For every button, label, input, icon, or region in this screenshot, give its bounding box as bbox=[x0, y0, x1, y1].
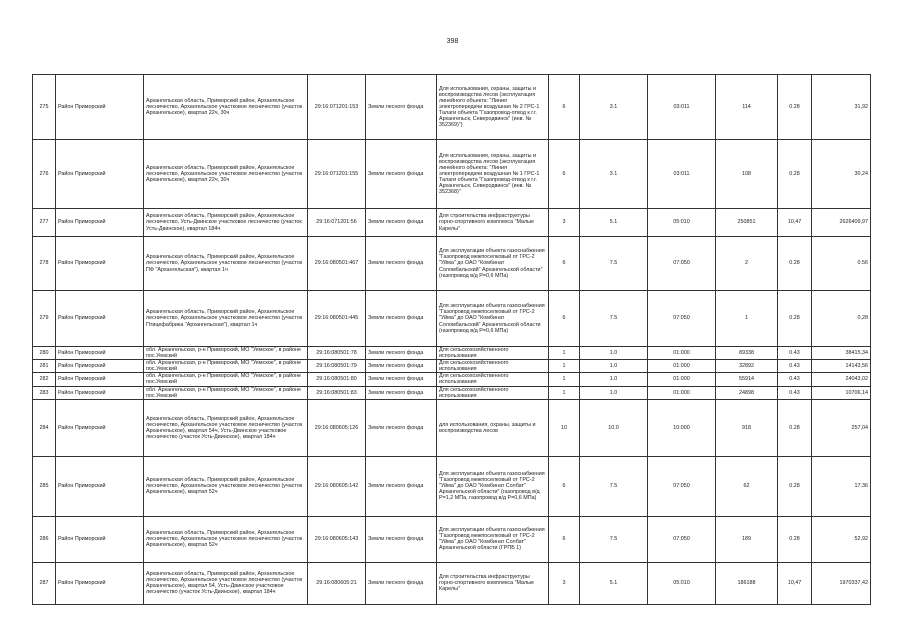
amount-cell: 31,92 bbox=[812, 75, 871, 140]
use-code-cell: 01:000 bbox=[648, 373, 716, 386]
cadastral-number-cell: 29:16:080501:445 bbox=[308, 291, 366, 347]
area-cell: 62 bbox=[716, 456, 778, 516]
land-category-cell: Земли лесного фонда bbox=[366, 386, 437, 399]
district-cell: Район Приморский bbox=[56, 562, 144, 604]
coefficient-1-cell: 6 bbox=[549, 140, 580, 209]
area-cell: 250851 bbox=[716, 209, 778, 237]
address-cell: обл. Архангельская, р-н Приморский, МО "Уемское", в районе пос.Уемский bbox=[144, 347, 308, 360]
page-number: 398 bbox=[446, 38, 459, 45]
district-cell: Район Приморский bbox=[56, 347, 144, 360]
area-cell: 2 bbox=[716, 237, 778, 291]
land-category-cell: Земли лесного фонда bbox=[366, 516, 437, 562]
address-cell: обл. Архангельская, р-н Приморский, МО "Уемское", в районе пос.Уемский bbox=[144, 373, 308, 386]
cadastral-number-cell: 29:16:080605:142 bbox=[308, 456, 366, 516]
use-code-cell: 07:050 bbox=[648, 237, 716, 291]
table-row bbox=[33, 373, 871, 386]
area-cell: 189 bbox=[716, 516, 778, 562]
row-number: 282 bbox=[33, 373, 56, 386]
address-cell: Архангельская область, Приморский район, Архангельское лесничество, Архангельское участковое лесничество (участок Птицефабрика "Архангельская"), квартал 1ч bbox=[144, 291, 308, 347]
area-cell: 55914 bbox=[716, 373, 778, 386]
area-cell: 186188 bbox=[716, 562, 778, 604]
district-cell: Район Приморский bbox=[56, 209, 144, 237]
rate-cell: 0.28 bbox=[778, 399, 812, 456]
row-number: 279 bbox=[33, 291, 56, 347]
row-number: 286 bbox=[33, 516, 56, 562]
amount-cell: 17.36 bbox=[812, 456, 871, 516]
permitted-use-cell: Для сельскохозяйственного использования bbox=[437, 373, 549, 386]
district-cell: Район Приморский bbox=[56, 291, 144, 347]
land-category-cell: Земли лесного фонда bbox=[366, 291, 437, 347]
use-code-cell: 05:010 bbox=[648, 562, 716, 604]
table-row bbox=[33, 140, 871, 209]
rate-cell: 0.28 bbox=[778, 75, 812, 140]
land-category-cell: Земли лесного фонда bbox=[366, 237, 437, 291]
coefficient-2-cell: 7.5 bbox=[580, 291, 648, 347]
table-row bbox=[33, 347, 871, 360]
cadastral-number-cell: 29:16:071201:153 bbox=[308, 75, 366, 140]
coefficient-1-cell: 6 bbox=[549, 516, 580, 562]
table-row bbox=[33, 291, 871, 347]
row-number: 277 bbox=[33, 209, 56, 237]
coefficient-1-cell: 1 bbox=[549, 347, 580, 360]
coefficient-2-cell: 5.1 bbox=[580, 562, 648, 604]
area-cell: 24898 bbox=[716, 386, 778, 399]
address-cell: Архангельская область, Приморский район, Архангельское лесничество, Архангельское участковое лесничество (участок Архангельское), квартал 54, Усть-Двинское участковое лесничество (участок Усть-Двинское), квартал 184ч bbox=[144, 562, 308, 604]
address-cell: обл. Архангельская, р-н Приморский, МО "Уемское", в районе пос.Уемский bbox=[144, 360, 308, 373]
permitted-use-cell: Для сельскохозяйственного использования bbox=[437, 347, 549, 360]
cadastral-number-cell: 29:16:080501:80 bbox=[308, 373, 366, 386]
use-code-cell: 07:050 bbox=[648, 516, 716, 562]
area-cell: 108 bbox=[716, 140, 778, 209]
table-row bbox=[33, 516, 871, 562]
district-cell: Район Приморский bbox=[56, 399, 144, 456]
district-cell: Район Приморский bbox=[56, 456, 144, 516]
address-cell: Архангельская область, Приморский район, Архангельское лесничество, Архангельское участковое лесничество (участок Архангельское), квартал 52ч bbox=[144, 456, 308, 516]
coefficient-2-cell: 1.0 bbox=[580, 373, 648, 386]
coefficient-1-cell: 1 bbox=[549, 373, 580, 386]
table-row bbox=[33, 360, 871, 373]
area-cell: 114 bbox=[716, 75, 778, 140]
amount-cell: 38415,34 bbox=[812, 347, 871, 360]
address-cell: обл. Архангельская, р-н Приморский, МО "Уемское", в районе пос.Уемский bbox=[144, 386, 308, 399]
permitted-use-cell: Для сельскохозяйственного использования bbox=[437, 360, 549, 373]
coefficient-2-cell: 1.0 bbox=[580, 347, 648, 360]
coefficient-2-cell: 1.0 bbox=[580, 360, 648, 373]
amount-cell: 10706,14 bbox=[812, 386, 871, 399]
rate-cell: 0.28 bbox=[778, 237, 812, 291]
permitted-use-cell: Для использования, охраны, защиты и воспроизводства лесов (эксплуатация линейного объекта: "Линия электропередачи воздушная № 2 ГРС-1 Талаги объекта "Газопровод-отвод к г.г. Архангельск, Северодвинск" (инв. № 352369)") bbox=[437, 75, 549, 140]
land-category-cell: Земли лесного фонда bbox=[366, 360, 437, 373]
address-cell: Архангельская область, Приморский район, Архангельское лесничество, Усть-Двинское участковое лесничество (участок Усть-Двинское), квартал 184ч bbox=[144, 209, 308, 237]
use-code-cell: 07:050 bbox=[648, 456, 716, 516]
permitted-use-cell: для использования, охраны, защиты и воспроизводства лесов bbox=[437, 399, 549, 456]
row-number: 278 bbox=[33, 237, 56, 291]
amount-cell: 14143,56 bbox=[812, 360, 871, 373]
row-number: 285 bbox=[33, 456, 56, 516]
cadastral-number-cell: 29:16:071201:155 bbox=[308, 140, 366, 209]
row-number: 287 bbox=[33, 562, 56, 604]
district-cell: Район Приморский bbox=[56, 373, 144, 386]
rate-cell: 10,47 bbox=[778, 562, 812, 604]
row-number: 284 bbox=[33, 399, 56, 456]
coefficient-1-cell: 1 bbox=[549, 386, 580, 399]
coefficient-1-cell: 10 bbox=[549, 399, 580, 456]
cadastral-number-cell: 29:16:080501:467 bbox=[308, 237, 366, 291]
land-category-cell: Земли лесного фонда bbox=[366, 347, 437, 360]
cadastral-number-cell: 29:16:080501:78 bbox=[308, 347, 366, 360]
use-code-cell: 01:000 bbox=[648, 360, 716, 373]
permitted-use-cell: Для сельскохозяйственного использования bbox=[437, 386, 549, 399]
use-code-cell: 03:011 bbox=[648, 140, 716, 209]
address-cell: Архангельская область, Приморский район, Архангельское лесничество, Архангельское участковое лесничество (участок Архангельское), квартал 22ч, 30ч bbox=[144, 75, 308, 140]
amount-cell: 52,92 bbox=[812, 516, 871, 562]
district-cell: Район Приморский bbox=[56, 237, 144, 291]
table-row bbox=[33, 237, 871, 291]
coefficient-1-cell: 6 bbox=[549, 291, 580, 347]
land-category-cell: Земли лесного фонда bbox=[366, 456, 437, 516]
cadastral-number-cell: 29:16:071201:56 bbox=[308, 209, 366, 237]
area-cell: 918 bbox=[716, 399, 778, 456]
table-row bbox=[33, 399, 871, 456]
district-cell: Район Приморский bbox=[56, 386, 144, 399]
row-number: 281 bbox=[33, 360, 56, 373]
rate-cell: 0.43 bbox=[778, 386, 812, 399]
cadastral-number-cell: 29:16:080605:143 bbox=[308, 516, 366, 562]
address-cell: Архангельская область, Приморский район, Архангельское лесничество, Архангельское участковое лесничество (участок ПФ "Архангельская"), квартал 1ч bbox=[144, 237, 308, 291]
coefficient-2-cell: 3.1 bbox=[580, 75, 648, 140]
amount-cell: 2626409,97 bbox=[812, 209, 871, 237]
land-category-cell: Земли лесного фонда bbox=[366, 75, 437, 140]
area-cell: 1 bbox=[716, 291, 778, 347]
permitted-use-cell: Для эксплуатации объекта газоснабжения "Газопровод межпоселковый от ГРС-2 "Уйма" до ОАО "Комбинат Солбат" Архангельской области" (газопровод в/д Р=1,2 МПа, газопровод в/д Р=0,6 МПа) bbox=[437, 456, 549, 516]
coefficient-1-cell: 6 bbox=[549, 237, 580, 291]
table-row bbox=[33, 75, 871, 140]
coefficient-1-cell: 6 bbox=[549, 456, 580, 516]
land-category-cell: Земли лесного фонда bbox=[366, 373, 437, 386]
rate-cell: 10,47 bbox=[778, 209, 812, 237]
coefficient-2-cell: 5.1 bbox=[580, 209, 648, 237]
table-row bbox=[33, 209, 871, 237]
address-cell: Архангельская область, Приморский район, Архангельское лесничество, Архангельское участковое лесничество (участок Архангельское), квартал 22ч, 30ч bbox=[144, 140, 308, 209]
coefficient-2-cell: 7.5 bbox=[580, 456, 648, 516]
land-category-cell: Земли лесного фонда bbox=[366, 562, 437, 604]
area-cell: 32892 bbox=[716, 360, 778, 373]
coefficient-2-cell: 3.1 bbox=[580, 140, 648, 209]
permitted-use-cell: Для строительства инфраструктуры горно-спортивного комплекса "Малые Карелы" bbox=[437, 562, 549, 604]
coefficient-1-cell: 3 bbox=[549, 209, 580, 237]
use-code-cell: 03:011 bbox=[648, 75, 716, 140]
permitted-use-cell: Для использования, охраны, защиты и воспроизводства лесов (эксплуатация линейного объекта: "Линия электропередачи воздушная № 1 ГРС-1 Талаги объекта "Газопровод-отвод к г.г. Архангельск, Северодвинск" (инв. № 352368)" bbox=[437, 140, 549, 209]
address-cell: Архангельская область, Приморский район, Архангельское лесничество, Архангельское участковое лесничество (участок Архангельское), квартал 52ч bbox=[144, 516, 308, 562]
permitted-use-cell: Для эксплуатации объекта газоснабжения "Газопровод межпоселковый от ГРС-2 "Уйма" до ОАО "Комбинат Соломбальский" Архангельской области" (газопровод в/д Р=0,6 МПа) bbox=[437, 237, 549, 291]
amount-cell: 0.56 bbox=[812, 237, 871, 291]
permitted-use-cell: Для эксплуатации объекта газоснабжения "Газопровод межпоселковый от ГРС-2 "Уйма" до ОАО "Комбинат Солбат" Архангельской области (ГРПБ 1) bbox=[437, 516, 549, 562]
row-number: 283 bbox=[33, 386, 56, 399]
land-category-cell: Земли лесного фонда bbox=[366, 399, 437, 456]
amount-cell: 0,28 bbox=[812, 291, 871, 347]
cadastral-number-cell: 29:16:080501:83 bbox=[308, 386, 366, 399]
district-cell: Район Приморский bbox=[56, 360, 144, 373]
coefficient-1-cell: 1 bbox=[549, 360, 580, 373]
use-code-cell: 01:000 bbox=[648, 386, 716, 399]
use-code-cell: 07:050 bbox=[648, 291, 716, 347]
land-plots-table bbox=[32, 74, 871, 605]
row-number: 275 bbox=[33, 75, 56, 140]
rate-cell: 0.28 bbox=[778, 140, 812, 209]
cadastral-number-cell: 29:16:080501:79 bbox=[308, 360, 366, 373]
use-code-cell: 05:010 bbox=[648, 209, 716, 237]
land-category-cell: Земли лесного фонда bbox=[366, 209, 437, 237]
amount-cell: 24043,02 bbox=[812, 373, 871, 386]
rate-cell: 0.28 bbox=[778, 456, 812, 516]
table-body bbox=[33, 75, 871, 605]
district-cell: Район Приморский bbox=[56, 75, 144, 140]
rate-cell: 0.43 bbox=[778, 347, 812, 360]
table-row bbox=[33, 386, 871, 399]
coefficient-2-cell: 1.0 bbox=[580, 386, 648, 399]
permitted-use-cell: Для строительства инфраструктуры горно-спортивного комплекса "Малые Карелы" bbox=[437, 209, 549, 237]
address-cell: Архангельская область, Приморский район, Архангельское лесничество, Архангельское участковое лесничество (участок Архангельское), квартал 54ч, Усть-Двинское участковое лесничество (участок Усть-Двинское), квартал 184ч bbox=[144, 399, 308, 456]
area-cell: 89338 bbox=[716, 347, 778, 360]
use-code-cell: 10:000 bbox=[648, 399, 716, 456]
coefficient-2-cell: 10.0 bbox=[580, 399, 648, 456]
amount-cell: 1970337,42 bbox=[812, 562, 871, 604]
rate-cell: 0.43 bbox=[778, 373, 812, 386]
coefficient-2-cell: 7.5 bbox=[580, 237, 648, 291]
permitted-use-cell: Для эксплуатации объекта газоснабжения "Газопровод межпоселковый от ГРС-2 "Уйма" до ОАО "Комбинат Соломбальский" Архангельской области (газопровод в/д Р=0,6 МПа) bbox=[437, 291, 549, 347]
land-category-cell: Земли лесного фонда bbox=[366, 140, 437, 209]
coefficient-2-cell: 7.5 bbox=[580, 516, 648, 562]
coefficient-1-cell: 6 bbox=[549, 75, 580, 140]
amount-cell: 30,24 bbox=[812, 140, 871, 209]
rate-cell: 0.43 bbox=[778, 360, 812, 373]
table-row bbox=[33, 456, 871, 516]
row-number: 276 bbox=[33, 140, 56, 209]
row-number: 280 bbox=[33, 347, 56, 360]
cadastral-number-cell: 29:16:080605:21 bbox=[308, 562, 366, 604]
district-cell: Район Приморский bbox=[56, 140, 144, 209]
cadastral-number-cell: 29:16:080605:126 bbox=[308, 399, 366, 456]
rate-cell: 0.28 bbox=[778, 291, 812, 347]
table-row bbox=[33, 562, 871, 604]
district-cell: Район Приморский bbox=[56, 516, 144, 562]
coefficient-1-cell: 3 bbox=[549, 562, 580, 604]
rate-cell: 0.28 bbox=[778, 516, 812, 562]
use-code-cell: 01:000 bbox=[648, 347, 716, 360]
amount-cell: 257,04 bbox=[812, 399, 871, 456]
